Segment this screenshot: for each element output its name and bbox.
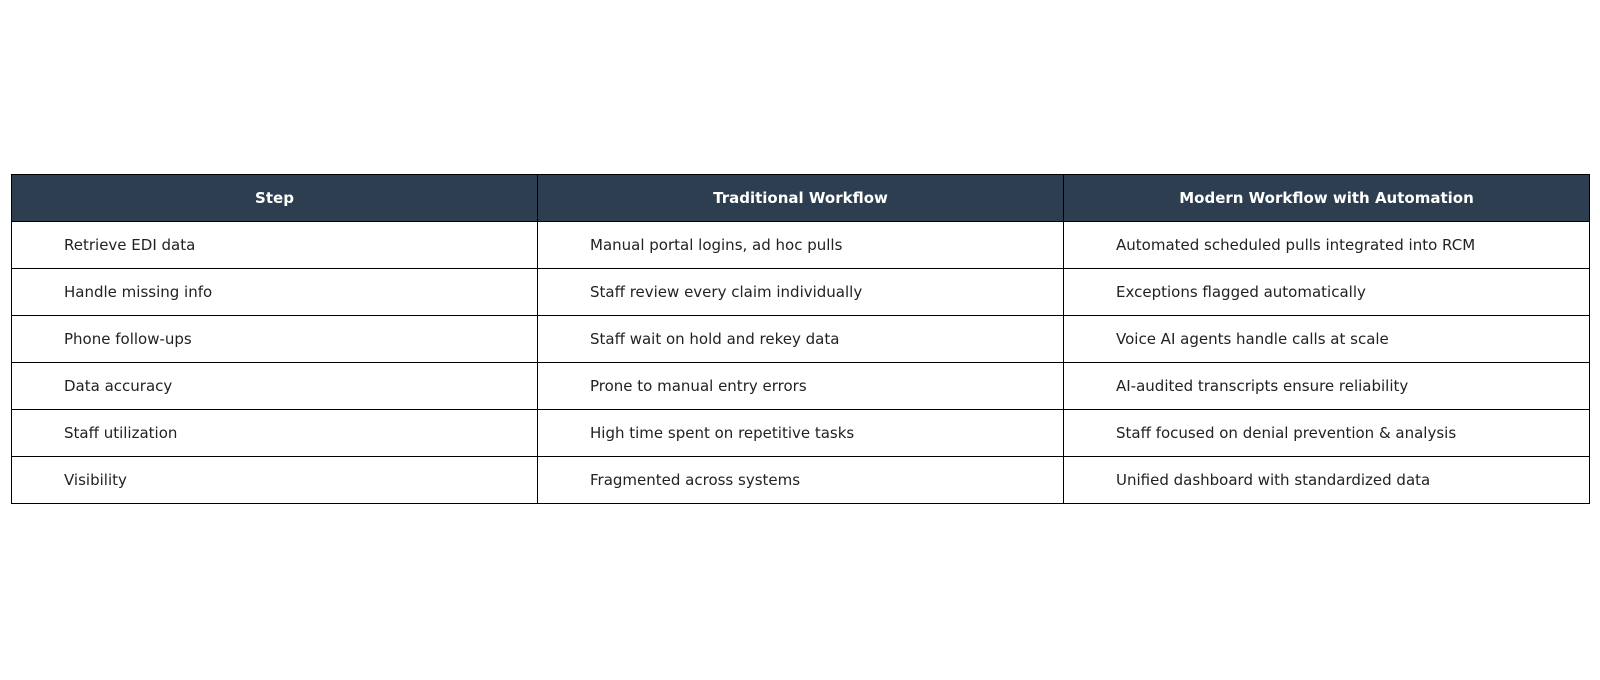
- table-row: [12, 457, 1590, 504]
- table-row: [12, 269, 1590, 316]
- cell-modern: AI-audited transcripts ensure reliability: [1064, 363, 1590, 410]
- cell-traditional: High time spent on repetitive tasks: [538, 410, 1064, 457]
- cell-traditional: Staff wait on hold and rekey data: [538, 316, 1064, 363]
- table-header-row: [12, 175, 1590, 222]
- cell-step: Visibility: [12, 457, 538, 504]
- cell-traditional: Prone to manual entry errors: [538, 363, 1064, 410]
- workflow-comparison-table: [11, 174, 1590, 504]
- cell-traditional: Manual portal logins, ad hoc pulls: [538, 222, 1064, 269]
- cell-modern: Exceptions flagged automatically: [1064, 269, 1590, 316]
- cell-modern: Unified dashboard with standardized data: [1064, 457, 1590, 504]
- cell-step: Handle missing info: [12, 269, 538, 316]
- cell-modern: Automated scheduled pulls integrated into RCM: [1064, 222, 1590, 269]
- cell-step: Retrieve EDI data: [12, 222, 538, 269]
- cell-modern: Voice AI agents handle calls at scale: [1064, 316, 1590, 363]
- table-row: [12, 410, 1590, 457]
- cell-step: Staff utilization: [12, 410, 538, 457]
- cell-step: Phone follow-ups: [12, 316, 538, 363]
- table-row: [12, 316, 1590, 363]
- cell-traditional: Staff review every claim individually: [538, 269, 1064, 316]
- cell-traditional: Fragmented across systems: [538, 457, 1064, 504]
- table-row: [12, 363, 1590, 410]
- header-traditional-workflow: Traditional Workflow: [538, 175, 1064, 222]
- header-step: Step: [12, 175, 538, 222]
- cell-modern: Staff focused on denial prevention & analysis: [1064, 410, 1590, 457]
- cell-step: Data accuracy: [12, 363, 538, 410]
- header-modern-workflow: Modern Workflow with Automation: [1064, 175, 1590, 222]
- table-row: [12, 222, 1590, 269]
- workflow-comparison-table-container: [11, 174, 1589, 504]
